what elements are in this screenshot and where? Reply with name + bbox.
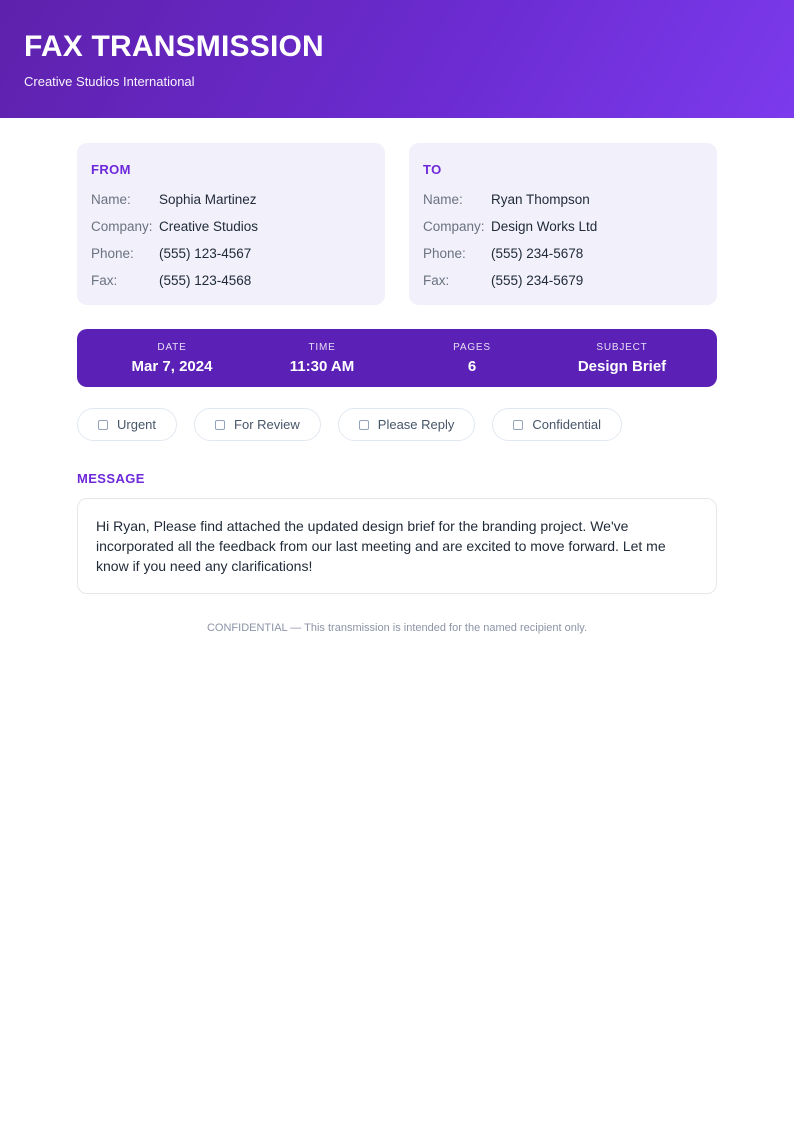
field-label: Name: <box>91 192 131 207</box>
from-name-value: Sophia Martinez <box>159 192 257 207</box>
to-name-value: Ryan Thompson <box>491 192 590 207</box>
from-company-row <box>91 219 371 235</box>
time-value: 11:30 AM <box>289 357 355 375</box>
to-name-row <box>423 192 703 208</box>
from-fax-row <box>91 273 371 289</box>
info-subject <box>547 342 697 375</box>
info-time <box>247 342 397 375</box>
to-phone-row <box>423 246 703 262</box>
message-box <box>77 498 717 594</box>
confidentiality-note: CONFIDENTIAL — This transmission is intended for the named recipient only. <box>206 622 588 634</box>
header-subtitle: Creative Studios International <box>24 73 195 89</box>
subject-value: Design Brief <box>577 357 667 375</box>
checkbox-label: Please Reply <box>377 417 455 432</box>
from-heading: FROM <box>91 162 131 177</box>
from-company-value: Creative Studios <box>159 219 259 234</box>
checkbox-icon <box>513 420 523 430</box>
subject-label: SUBJECT <box>596 341 648 353</box>
field-label: Company: <box>91 219 153 234</box>
checkbox-label: Urgent <box>117 417 157 432</box>
field-label: Name: <box>423 192 463 207</box>
to-card <box>409 143 717 305</box>
checkbox-for-review[interactable] <box>194 408 321 441</box>
checkbox-label: For Review <box>234 417 300 432</box>
checkbox-please-reply[interactable] <box>338 408 476 441</box>
to-fax-row <box>423 273 703 289</box>
message-body: Hi Ryan, Please find attached the updated design brief for the branding project. We've incorporated all the feedback from our last meeting and are excited to move forward. Let me know if you need any clarifications! <box>96 518 666 574</box>
transmission-info-bar <box>77 329 717 387</box>
checkbox-label: Confidential <box>532 417 602 432</box>
checkbox-row <box>77 408 717 441</box>
field-label: Fax: <box>91 273 118 288</box>
time-label: TIME <box>308 341 336 353</box>
info-pages <box>397 342 547 375</box>
date-value: Mar 7, 2024 <box>131 357 213 375</box>
checkbox-confidential[interactable] <box>492 408 622 441</box>
message-heading: MESSAGE <box>77 471 145 486</box>
to-company-value: Design Works Ltd <box>491 219 598 234</box>
field-label: Phone: <box>423 246 466 261</box>
to-fax-value: (555) 234-5679 <box>491 273 584 288</box>
from-phone-value: (555) 123-4567 <box>159 246 252 261</box>
field-label: Fax: <box>423 273 450 288</box>
sender-recipient-row <box>77 143 717 305</box>
pages-label: PAGES <box>453 341 491 353</box>
from-fax-value: (555) 123-4568 <box>159 273 252 288</box>
checkbox-icon <box>98 420 108 430</box>
pages-value: 6 <box>467 357 477 375</box>
header <box>0 0 794 118</box>
from-card <box>77 143 385 305</box>
to-heading: TO <box>423 162 442 177</box>
field-label: Company: <box>423 219 485 234</box>
to-company-row <box>423 219 703 235</box>
content <box>77 143 717 634</box>
checkbox-icon <box>359 420 369 430</box>
info-date <box>97 342 247 375</box>
to-phone-value: (555) 234-5678 <box>491 246 584 261</box>
checkbox-icon <box>215 420 225 430</box>
date-label: DATE <box>157 341 187 353</box>
checkbox-urgent[interactable] <box>77 408 177 441</box>
field-label: Phone: <box>91 246 134 261</box>
page-title: FAX TRANSMISSION <box>24 29 324 63</box>
from-phone-row <box>91 246 371 262</box>
from-name-row <box>91 192 371 208</box>
